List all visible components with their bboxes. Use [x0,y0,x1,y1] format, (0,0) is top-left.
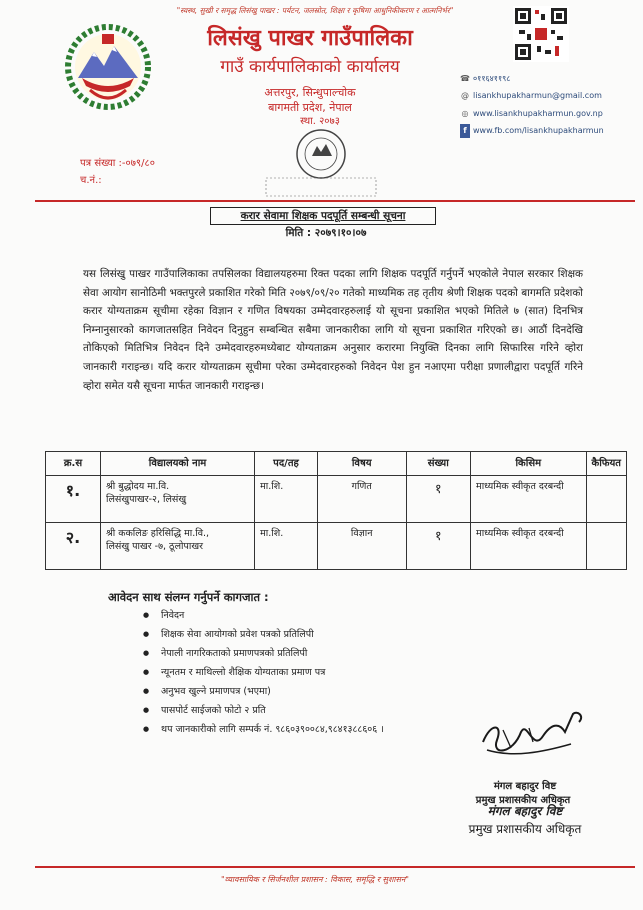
email-icon: @ [461,91,469,100]
documents-heading: आवेदन साथ संलग्न गर्नुपर्ने कागजात : [108,590,269,604]
cell-type: माध्यमिक स्वीकृत दरबन्दी [471,523,586,570]
address-line-1: अत्तरपुर, सिन्धुपाल्चोक [264,86,356,99]
cell-school: श्री बुद्धोदय मा.वि. लिसंखुपाखर-२, लिसंखु [101,476,255,523]
cell-post: मा.शि. [255,523,318,570]
footer-motto: "व्यावसायिक र सिर्जनशील प्रशासन : विकास, समृद्धि र सुशासन" [221,875,409,884]
notice-title: करार सेवामा शिक्षक पदपूर्ति सम्बन्धी सूचना [210,207,436,225]
table-row [46,476,627,523]
contact-facebook[interactable]: f www.fb.com/lisankhupakharmun [460,124,630,138]
dispatch-number: च.नं.: [80,175,102,186]
col-header-subject: विषय [317,452,406,476]
office-stamp [262,128,380,198]
list-item: ● पासपोर्ट साईजको फोटो २ प्रति [143,701,384,720]
qr-code-icon [513,6,569,62]
footer-divider [35,866,635,868]
handwritten-signature [473,702,593,762]
table-row [46,523,627,570]
cell-sn: २. [46,523,101,570]
notice-date: मिति : २०७९।१०।०७ [285,227,367,239]
documents-list [143,606,384,739]
cell-post: मा.शि. [255,476,318,523]
cell-remarks [586,476,626,523]
col-header-remarks: कैफियत [586,452,626,476]
stamp-signatory-title: प्रमुख प्रशासकीय अधिकृत [468,822,582,836]
facebook-icon: f [460,124,470,138]
list-item: ● शिक्षक सेवा आयोगको प्रवेश पत्रको प्रतिलिपी [143,625,384,644]
cell-count: १ [406,476,470,523]
col-header-sn: क्र.स [46,452,101,476]
header-motto: "स्वस्थ, सुखी र समृद्ध लिसंखु पाखर : पर्यटन, जलस्रोत, शिक्षा र कृषिमा आधुनिकीकरण र आत्मनिर्भर" [176,6,454,15]
municipality-emblem [62,22,154,112]
contact-email[interactable]: @ lisankhupakharmun@gmail.com [460,89,630,103]
phone-icon: ☎ [460,74,470,83]
notice-body: यस लिसंखु पाखर गाउँपालिकाका तपसिलका विद्यालयहरुमा रिक्त पदका लागि शिक्षक पदपूर्ति गर्नुपर्ने भएकोले नेपाल सरकार शिक्षक सेवा आयोग सानोठिमी भक्तपुरले प्रकाशित गरेको मिति २०७९/०९/२० गतेको माध्यमिक तह तृतीय श्रेणी शिक्षक पदको बागमति प्रदेशको करार योग्यताक्रम सूचीमा रहेका विज्ञान र गणित विषयका उम्मेदवारहरुलाई यो सूचना प्रकाशित भएको मितिले ७ (सात) दिनभित्र निम्नानुसारको कागजातसहित निवेदन दिनुहुन सम्बन्धित सबैमा जानकारीका लागि यो सूचना प्रकाशित गरिएको छ। आठौं दिनदेखि तोकिएको मितिभित्र निवेदन दिने उम्मेदवारहरुमध्येबाट योग्यताक्रम अनुसार करारमा नियुक्ति दिनका लागि सिफारिस गरिने व्होरा जानकारी गराइन्छ। यदि करार योग्यताक्रम सूचीमा परेका उम्मेदवारहरुको निवेदन पेश हुन नआएमा परीक्षा प्रणालीद्वारा पदपूर्ति गरिने व्होरा समेत यसै सूचना मार्फत जानकारी गराइन्छ। [83,268,583,392]
signatory-title: प्रमुख प्रशासकीय अधिकृत [475,795,571,806]
contact-website[interactable]: ◎ www.lisankhupakharmun.gov.np [460,107,630,121]
col-header-count: संख्या [406,452,470,476]
cell-school: श्री ककलिङ हरिसिद्धि मा.वि., लिसंखु पाखर -७, ठूलोपाखर [101,523,255,570]
address-line-2: बागमती प्रदेश, नेपाल [268,101,352,114]
letter-number: पत्र संख्या :-०७९/८० [80,158,155,169]
header-divider [35,200,635,202]
cell-count: १ [406,523,470,570]
office-name: गाउँ कार्यपालिकाको कार्यालय [220,57,400,77]
established-year: स्था. २०७३ [300,116,340,127]
list-item: ● अनुभव खुल्ने प्रमाणपत्र (भएमा) [143,682,384,701]
list-item: ● निवेदन [143,606,384,625]
globe-icon: ◎ [461,109,469,118]
organization-name: लिसंखु पाखर गाउँपालिका [207,26,413,51]
cell-subject: गणित [317,476,406,523]
list-item: ● न्यूनतम र माथिल्लो शैक्षिक योग्यताका प्रमाण पत्र [143,663,384,682]
list-item: ● नेपाली नागरिकताको प्रमाणपत्रको प्रतिलिपी [143,644,384,663]
col-header-school: विद्यालयको नाम [101,452,255,476]
contact-phone: ☎ ०११६४११९८ [460,72,630,86]
cell-remarks [586,523,626,570]
vacancy-table [45,451,627,570]
col-header-type: किसिम [471,452,586,476]
cell-sn: १. [46,476,101,523]
cell-type: माध्यमिक स्वीकृत दरबन्दी [471,476,586,523]
table-header-row [46,452,627,476]
stamp-signatory-name: मंगल बहादुर विष्ट [487,804,563,818]
cell-subject: विज्ञान [317,523,406,570]
col-header-post: पद/तह [255,452,318,476]
list-item: ● थप जानकारीको लागि सम्पर्क नं. ९८६०३९००८४,९८४१३८८६०६ । [143,720,384,739]
signatory-name: मंगल बहादुर विष्ट [493,781,557,792]
